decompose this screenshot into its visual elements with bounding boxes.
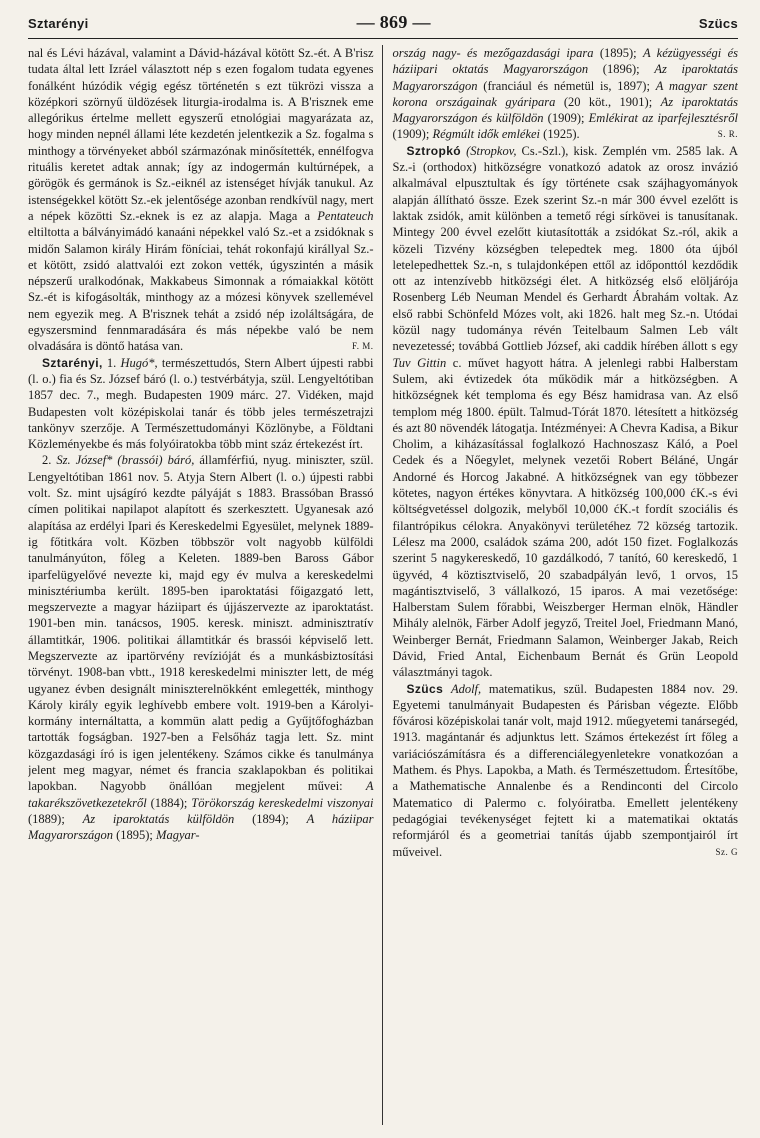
right-column (383, 45, 739, 1125)
entry-headword: Sztropkó (406, 143, 462, 158)
page-number: — 869 — (356, 12, 431, 32)
running-header (28, 12, 738, 38)
entry-sztarenyi-hugo: Sztarényi, 1. Hugó*, természettudós, Stern Albert újpesti rabbi (l. o.) fia és Sz. József báró (l. o.) testvérbátyja, szül. Lengyeltótiban 1857 dec. 7., megh. Budapesten 1909 márc. 27. Vidéken, majd Budapesten volt középiskolai tanár és több jeles természetrajzi tankönyv szerzője. A Természettudományi Közlönybe, a Földtani Közleményekbe és más folyóiratokba több mint száz értekezést írt. (28, 355, 374, 452)
entry-szucs-adolf: Szücs Adolf, matematikus, szül. Budapesten 1884 nov. 29. Egyetemi tanulmányait Budapesten és Párisban végezte. Előbb fővárosi középiskolai tanár volt, majd 1912. műegyetemi tanársegéd, 1913. magántanár és adjunktus lett. Számos értekezést írt főleg a variációszámításra és a differenciálegyenletekre vonatkozóan a Mathem. és Phys. Lapokba, a Math. és Természettudom. Értesítőbe, a Mathematische Annalenbe és a Rendinconti del Circolo Matematico di Palermo c. folyóiratba. Emellett jelentékeny pedagógiai tevékenységet fejtett ki a matematikai oktatás reformjáról és a geometriai tanítás újabb szempontjairól írt műveivel. Sz. G (392, 681, 738, 859)
left-column (28, 45, 383, 1125)
author-signature: Sz. G (715, 846, 738, 857)
entry-headword: Sztarényi, (42, 355, 103, 370)
entry-headword: Szücs (406, 681, 444, 696)
author-signature: F. M. (351, 341, 374, 352)
author-signature: S. R. (717, 129, 738, 140)
works-continuation: ország nagy- és mezőgazdasági ipara (1895); A kézügyességi és háziipari oktatás Magyarországon (1896); Az iparoktatás Magyarországon (franciául és németül is, 1897); A magyar szent korona országainak gyáripara (20 köt., 1901); Az iparoktatás Magyarországon és külföldön (1909); Emlékirat az iparfejlesztésről (1909); Régmúlt idők emlékei (1925). S. R. (392, 46, 738, 142)
header-left-word: Sztarényi (28, 16, 89, 31)
two-column-body (28, 45, 738, 1125)
header-right-word: Szücs (698, 16, 738, 31)
header-rule (28, 38, 738, 39)
entry-continuation: nal és Lévi házával, valamint a Dávid-házával kötött Sz.-ét. A B'risz tudata által lett Izráel választott nép s ezen fogalom tudata egyenes fonálként húzódik végig egész történetén s ezt tükrözi vissza a középkori szörnyű üldözések liturgia-irodalma is. A B'risznek eme allegórikus értelme mellett egyszerű etnológiai magyarázata az, hogy minden nepnél állami léte kezdetén jelentkezik a Sz. fogalma s minthogy a törvényeket abból származónak minősítették, ennélfogva rituális keretet adtak annak; így az indogermán kultúrnépek, a görögök és germánok is Sz.-eiknél az istenséget hívják tanukul. Az istenségekkel kötött Sz.-ek jelentősége azonban rendkívül nagy, mert a népek közötti Sz.-eknek is ez az alapja. Maga a Pentateuch eltiltotta a bálványimádó kanaáni népekkel való Sz.-et a zsidóknak s midőn Salamon király Hirám föníciai, tehát rokonfajú királlyal Sz.-et kötött, zsidó alattvalói ezt zokon vették, úgyszintén a másik népszerű uralkodónak, Makkabeus Simonnak a rómaiakkal kötött Sz.-ét is kifogásolták, minthogy az a mózesi könyvek szellemével nem egyezik meg. A B'risznek tehát a zsidó nép izoláltságára, de egyszersmind fennmaradására és más népekbe való be nem olvadására is döntő hatása van. F. M. (28, 46, 374, 354)
entry-sztarenyi-jozsef: 2. Sz. József* (brassói) báró, államférfiú, nyug. miniszter, szül. Lengyeltótiban 1861 nov. 5. Atyja Stern Albert (l. o.) újpesti rabbi volt. Sz. mint ujságíró kezdte pályáját s 1883. Brassóban Brassó címen politikai napilapot alapított és szerkesztett. Ugyanesak azó alapítása az erdélyi Ipari és Kereskedelmi Egyesület, melynek 1889-ig főtitkára volt. Közben többször volt nagyobb külföldi tanulmányúton, főleg a Keleten. 1889-ben Baross Gábor iparfelügyelővé nevezte ki, majd egy év mulva a kereskedelmi minisztériumba került. 1895-ben iparoktatási főigazgató lett, megszervezte a magyar háziipart és újjászervezte az iparoktatást. 1901-ben min. tanácsos, 1905. keresk. miniszt. adminisztratív államtitkár, 1906. politikai államtitkár és brassói képviselő lett. Megszervezte az ipartörvény revízióját és a munkásbiztosítási törvényt. 1908-ban vbtt., 1918 kereskedelmi miniszter lett, de még ugyanez évben designált miniszterelnökként emlegették, minthogy Károly király egyik leghívebb embere volt. 1919-ben a Károlyi-kormány internáltatta, a kommün alatt pedig a Gyűjtőfogházban tartották fogságban. 1927-ben a Felsőház tagja lett. Sz. mint közgazdasági író is igen jelentékeny. Számos cikke és tanulmánya jelent meg magyar, német és francia szaklapokban és politikai lapokban. Nagyobb önállóan megjelent művei: A takarékszövetkezetekről (1884); Törökország kereskedelmi viszonyai (1889); Az iparoktatás külföldön (1894); A háziipar Magyarországon (1895); Magyar- (28, 453, 374, 843)
entry-sztropko: Sztropkó (Stropkov, Cs.-Szl.), kisk. Zemplén vm. 2585 lak. A Sz.-i (orthodox) hitközségre vonatkozó adatok az orosz invázió alkalmával elpusztultak és így története csak szájhagyományok alapján állítható össze. Ezek szerint Sz.-n már 300 évvel ezelőtt is laktak zsidók, amit különben a temető régi sírkövei is tanusítanak. Mintegy 200 évvel ezelőtt kiutasították a zsidókat Sz.-ról, akik a közeli Tizvény községben telepedtek meg. 1800 óta újból letelepedhettek Sz.-n, s tulajdonképen ettől az időponttól kezdődik ott az intenzívebb hitközségi élet. A hitközség első elöljárója Rosenberg Léb Neuman Mendel és Gerhardt Ábrahám voltak. Az első rabbi Schönfeld Mózes volt, aki 1826. halt meg Sz.-n. Utódai közül nagy tudománya révén Teitelbaum Salmen Leb vált nevezetessé; továbbá Gottlieb József, aki caddik hírében állott s egy Tuv Gittin c. művet hagyott hátra. A jelenlegi rabbi Halberstam Sulem, aki évtizedek óta működik már a hitközségben. A hitközségnek két temploma és egy Bész hamidrasa van. Az első templom még 1800. épült. Talmud-Tórát 1870. létesített a hitközség és azt 80 növendék látogatja. Intézményei: A Chevra Kadisa, a Bikur Cholim, a kiházasítással foglalkozó Hachnoszasz Káló, a Poel Cedek és a Nőegylet, melynek vezetői Robert Béláné, Ungár Andorné és Horcog Jakabné. A hitközségnek van egy többezer kötetes, nagyon értékes könyvtara. A hitközség 100,000 ćK.-s évi költségvetéssel dolgozik, melyből 10,000 ćK.-t fordít szociális és filantrópikus célokra. Anyakönyvi területéhez 72 község tartozik. Lélesz ma 2000, családok száma 200, adót 150 fizet. Foglalkozás szerint 5 nagykereskedő, 10 gazdálkodó, 7 tanító, 60 kereskedő, 1 ügyvéd, 4 köztisztviselő, 20 szabadpályán levő, 1 orvos, 15 magántisztviselő, 3 vállalkozó, 15 iparos. A mai vezetősége: Halberstam Sulem főrabbi, Weiszberger Herman elnök, Händler Mihály alelnök, Färber Adolf jegyző, Treitel Joel, Friedmann Manó, Weinberger Bernát, Friedmann Salamon, Weinberger Jakab, Reich Dávid, Fried Antal, Eichenbaum Bernát és Grün Leopold választmányi tagok. (392, 143, 738, 680)
